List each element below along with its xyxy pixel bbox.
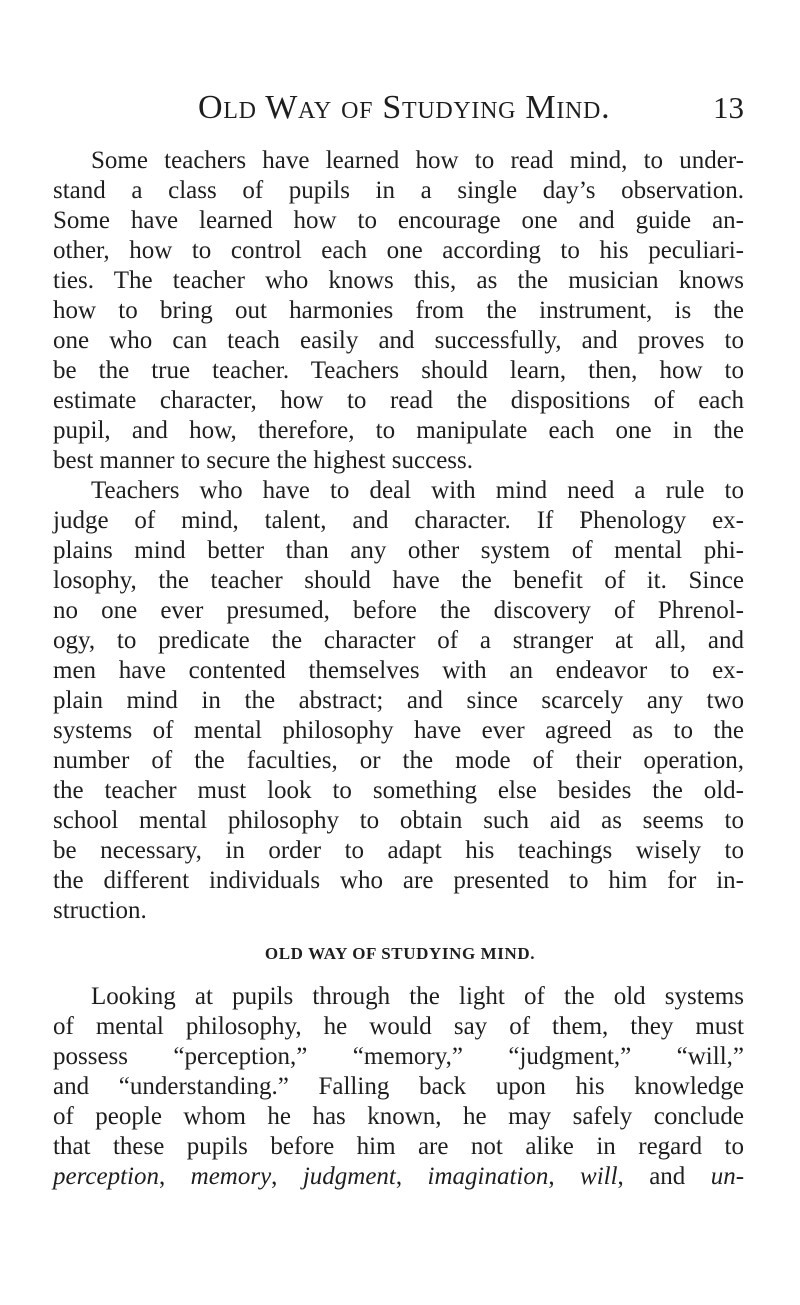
- text-line: ties. The teacher who knows this, as the musician knows: [53, 267, 744, 294]
- text-line: of people whom he has known, he may safely conclude: [53, 1103, 744, 1130]
- text-line: ogy, to predicate the character of a stranger at all, and: [53, 627, 744, 654]
- term-will: will: [580, 1163, 618, 1190]
- page-number: 13: [713, 90, 744, 125]
- separator: ,: [271, 1163, 303, 1190]
- separator: , and: [617, 1163, 711, 1190]
- text-line: be the true teacher. Teachers should learn, then, how to: [53, 357, 744, 384]
- text-line: and “understanding.” Falling back upon his knowledge: [53, 1073, 744, 1100]
- text-line: Looking at pupils through the light of the old systems: [91, 983, 744, 1010]
- text-line: plains mind better than any other system of mental phi-: [53, 537, 744, 564]
- text-line: Some teachers have learned how to read mind, to under-: [91, 147, 744, 174]
- text-line: of mental philosophy, he would say of them, they must: [53, 1013, 744, 1040]
- text-line: Some have learned how to encourage one and guide an-: [53, 207, 744, 234]
- text-line: Teachers who have to deal with mind need a rule to: [91, 477, 744, 504]
- text-line: no one ever presumed, before the discovery of Phrenol-: [53, 597, 744, 624]
- separator: ,: [395, 1163, 428, 1190]
- running-head: [198, 88, 744, 128]
- text-line: plain mind in the abstract; and since scarcely any two: [53, 687, 744, 714]
- text-line: the teacher must look to something else besides the old-: [53, 777, 744, 804]
- term-imagination: imagination: [427, 1163, 549, 1190]
- term-judgment: judgment: [302, 1163, 396, 1190]
- text-line-italic-terms: [53, 1162, 744, 1192]
- text-line: other, how to control each one according to his peculiari-: [53, 237, 744, 264]
- text-line: be necessary, in order to adapt his teachings wisely to: [53, 837, 744, 864]
- term-memory: memory: [190, 1163, 272, 1190]
- text-line: judge of mind, talent, and character. If Phenology ex-: [53, 507, 744, 534]
- text-line: losophy, the teacher should have the benefit of it. Since: [53, 567, 744, 594]
- section-heading: OLD WAY OF STUDYING MIND.: [264, 944, 536, 963]
- text-line: number of the faculties, or the mode of their operation,: [53, 747, 744, 774]
- text-line: struction.: [53, 897, 147, 924]
- text-line: possess “perception,” “memory,” “judgment,” “will,”: [53, 1043, 744, 1070]
- text-line: stand a class of pupils in a single day’s observation.: [53, 177, 744, 204]
- text-line: how to bring out harmonies from the instrument, is the: [53, 297, 744, 324]
- text-line: systems of mental philosophy have ever agreed as to the: [53, 717, 744, 744]
- term-perception: perception: [53, 1163, 159, 1190]
- separator: ,: [548, 1163, 581, 1190]
- text-line: pupil, and how, therefore, to manipulate each one in the: [53, 417, 744, 444]
- text-line: best manner to secure the highest success.: [53, 447, 474, 474]
- text-line: men have contented themselves with an endeavor to ex-: [53, 657, 744, 684]
- text-line: that these pupils before him are not alike in regard to: [53, 1133, 744, 1160]
- text-line: the different individuals who are presented to him for in-: [53, 867, 744, 894]
- text-line: estimate character, how to read the dispositions of each: [53, 387, 744, 414]
- text-line: school mental philosophy to obtain such aid as seems to: [53, 807, 744, 834]
- separator: ,: [158, 1163, 191, 1190]
- text-line: one who can teach easily and successfully, and proves to: [53, 327, 744, 354]
- term-un: un-: [710, 1163, 745, 1190]
- running-title: Old Way of Studying Mind.: [198, 89, 611, 126]
